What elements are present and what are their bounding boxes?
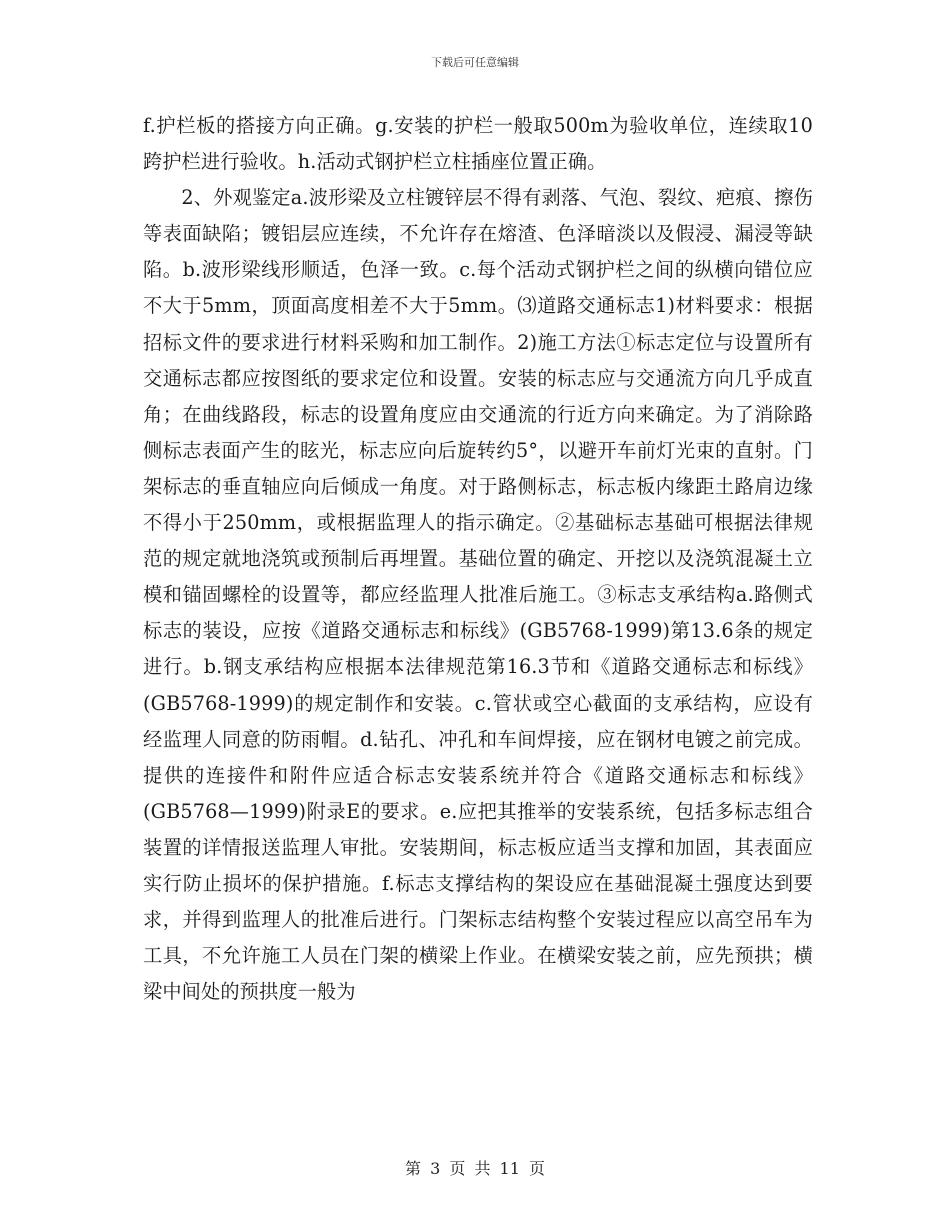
paragraph-1: f.护栏板的搭接方向正确。g.安装的护栏一般取500m为验收单位，连续取10跨护栏进行验收。h.活动式钢护栏立柱插座位置正确。 [143, 114, 813, 174]
page-header: 下载后可任意编辑 [431, 56, 519, 69]
paragraph-2: 2、外观鉴定a.波形梁及立柱镀锌层不得有剥落、气泡、裂纹、疤痕、擦伤等表面缺陷；镀铝层应连续，不允许存在熔渣、色泽暗淡以及假浸、漏浸等缺陷。b.波形梁线形顺适，色泽一致。c.每个活动式钢护栏之间的纵横向错位应不大于5mm，顶面高度相差不大于5mm。⑶道路交通标志1)材料要求：根据招标文件的要求进行材料采购和加工制作。2)施工方法①标志定位与设置所有交通标志都应按图纸的要求定位和设置。安装的标志应与交通流方向几乎成直角；在曲线路段，标志的设置角度应由交通流的行近方向来确定。为了消除路侧标志表面产生的眩光，标志应向后旋转约5°，以避开车前灯光束的直射。门架标志的垂直轴应向后倾成一角度。对于路侧标志，标志板内缘距土路肩边缘不得小于250mm，或根据监理人的指示确定。②基础标志基础可根据法律规范的规定就地浇筑或预制后再埋置。基础位置的确定、开挖以及浇筑混凝土立模和锚固螺栓的设置等，都应经监理人批准后施工。③标志支承结构a.路侧式标志的装设，应按《道路交通标志和标线》(GB5768-1999)第13.6条的规定进行。b.钢支承结构应根据本法律规范第16.3节和《道路交通标志和标线》(GB5768-1999)的规定制作和安装。c.管状或空心截面的支承结构，应设有经监理人同意的防雨帽。d.钻孔、冲孔和车间焊接，应在钢材电镀之前完成。提供的连接件和附件应适合标志安装系统并符合《道路交通标志和标线》(GB5768—1999)附录E的要求。e.应把其推举的安装系统，包括多标志组合装置的详情报送监理人审批。安装期间，标志板应适当支撑和加固，其表面应实行防止损坏的保护措施。f.标志支撑结构的架设应在基础混凝土强度达到要求，并得到监理人的批准后进行。门架标志结构整个安装过程应以高空吊车为工具，不允许施工人员在门架的横梁上作业。在横梁安装之前，应先预拱；横梁中间处的预拱度一般为 [143, 186, 813, 1004]
document-body [143, 108, 813, 1010]
page-footer: 第 3 页 共 11 页 [405, 1159, 545, 1178]
